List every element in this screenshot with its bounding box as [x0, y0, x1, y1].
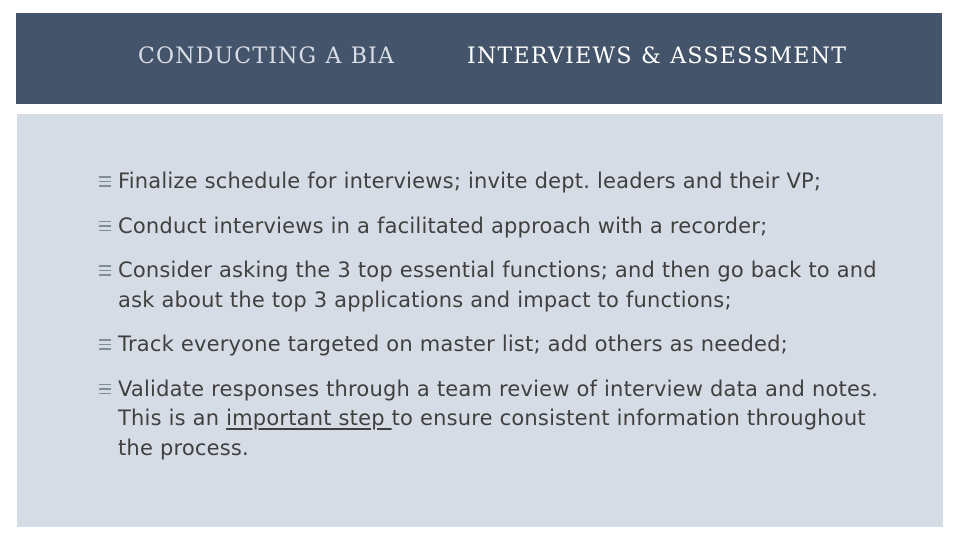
content-panel [17, 114, 943, 527]
three-line-menu-icon [99, 265, 111, 276]
bullet-text: Conduct interviews in a facilitated approach with a recorder; [118, 213, 768, 238]
bullet-item [17, 167, 943, 197]
underlined-emphasis: important step [226, 406, 392, 430]
bullet-item [17, 330, 943, 360]
three-line-menu-icon [99, 384, 111, 395]
three-line-menu-icon [99, 221, 111, 232]
three-line-menu-icon [99, 339, 111, 350]
slide-title: INTERVIEWS & ASSESSMENT [467, 44, 848, 69]
section-title: CONDUCTING A BIA [138, 44, 396, 69]
bullet-list [17, 167, 943, 478]
bullet-text-before: Validate responses through a team review of interview data and notes. This is an [118, 376, 879, 430]
bullet-text: Consider asking the 3 top essential functions; and then go back to and ask about the top 3 applications and impact to functions; [118, 258, 877, 312]
three-line-menu-icon [99, 176, 111, 187]
bullet-item [17, 212, 943, 242]
bullet-text: Track everyone targeted on master list; add others as needed; [118, 332, 788, 356]
bullet-item [17, 375, 943, 464]
bullet-item [17, 256, 943, 315]
bullet-text: Finalize schedule for interviews; invite dept. leaders and their VP; [118, 169, 822, 193]
bullet-text-after: to ensure consistent information throughout the process. [118, 406, 866, 460]
